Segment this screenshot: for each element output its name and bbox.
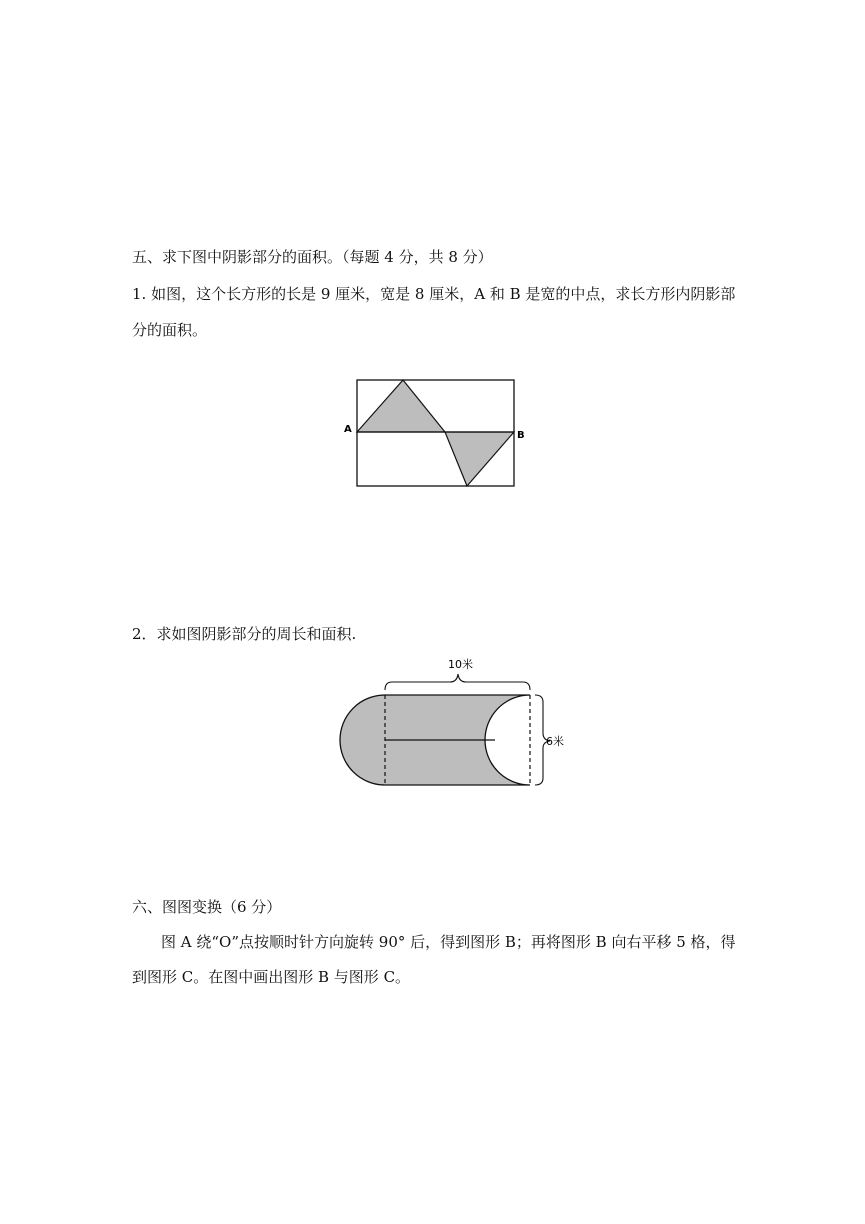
q2-text: 2．求如图阴影部分的周长和面积.	[132, 625, 357, 643]
q2-label-width: 10米	[448, 658, 473, 671]
q1-label-a: A	[344, 424, 352, 435]
section5-heading: 五、求下图中阴影部分的面积。（每题 4 分，共 8 分）	[132, 248, 493, 266]
q1-figure	[340, 372, 540, 497]
q1-label-b: B	[517, 430, 525, 441]
q2-top-brace	[385, 674, 530, 690]
section6-heading: 六、图图变换（6 分）	[132, 898, 282, 916]
q2-label-height: 6米	[546, 735, 564, 748]
q2-figure	[330, 650, 570, 800]
q1-text-line1: 1. 如图，这个长方形的长是 9 厘米，宽是 8 厘米，A 和 B 是宽的中点，求长方形内阴影部	[132, 285, 736, 303]
section6-line1: 图 A 绕“O”点按顺时针方向旋转 90° 后，得到图形 B；再将图形 B 向右平移 5 格，得	[161, 933, 736, 951]
section6-line2: 到图形 C。在图中画出图形 B 与图形 C。	[132, 968, 411, 986]
q1-text-line2: 分的面积。	[132, 321, 208, 339]
